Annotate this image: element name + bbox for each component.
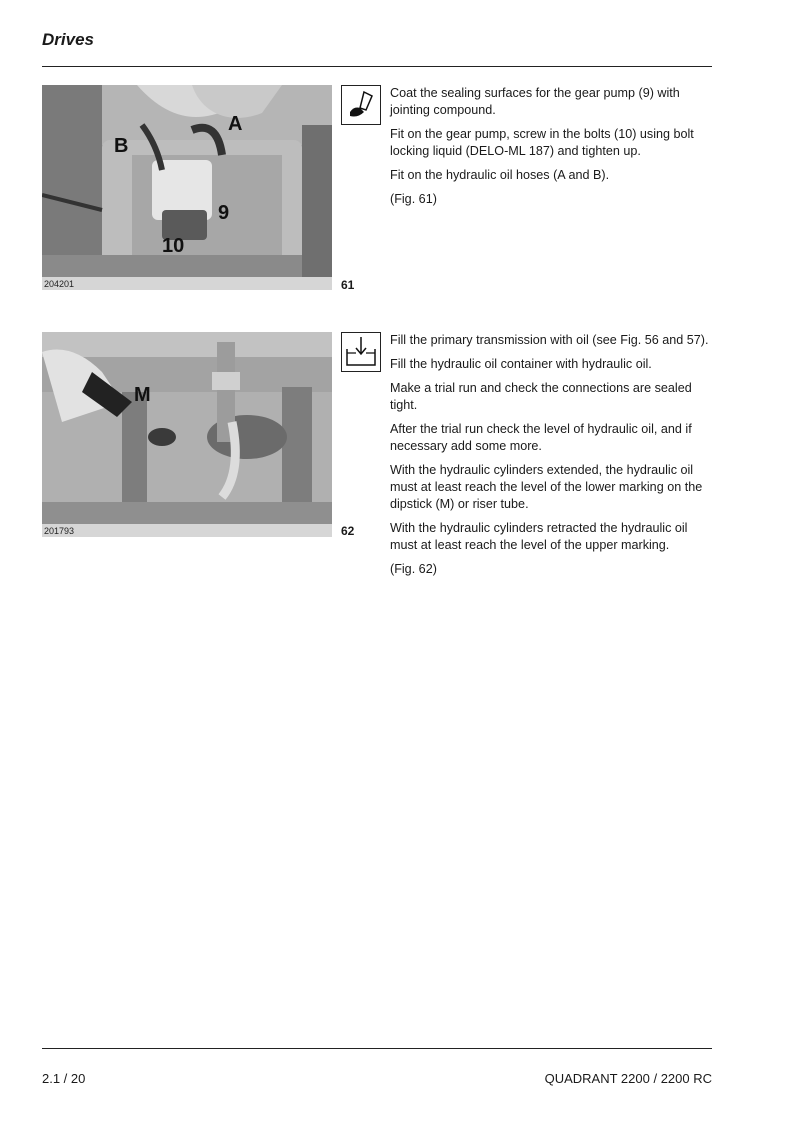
image-code: 201793	[44, 526, 75, 536]
label-b: B	[114, 135, 129, 157]
paragraph: After the trial run check the level of hydraulic oil, and if necessary add some more.	[390, 422, 692, 453]
paragraph: With the hydraulic cylinders extended, the hydraulic oil must at least reach the level of the lower marking on the dipstick (M) or riser tube.	[390, 463, 703, 511]
label-m: M	[134, 384, 151, 406]
paragraph: Fill the primary transmission with oil (see Fig. 56 and 57).	[390, 333, 709, 347]
model-name: QUADRANT 2200 / 2200 RC	[544, 1071, 712, 1086]
instructions-62	[390, 332, 710, 585]
paragraph: Fit on the hydraulic oil hoses (A and B).	[390, 168, 610, 182]
fill-container-icon	[341, 332, 381, 372]
figure-62-photo	[42, 332, 332, 537]
grease-applicator-icon	[341, 85, 381, 125]
instructions-61	[390, 85, 710, 215]
image-code: 204201	[44, 279, 75, 289]
paragraph: Coat the sealing surfaces for the gear pump (9) with jointing compound.	[390, 86, 680, 117]
figure-61-photo	[42, 85, 332, 290]
paragraph: Make a trial run and check the connections are sealed tight.	[390, 381, 692, 412]
figure-number: 62	[341, 524, 355, 538]
paragraph: Fill the hydraulic oil container with hydraulic oil.	[390, 357, 652, 371]
label-9: 9	[218, 202, 230, 224]
paragraph: Fit on the gear pump, screw in the bolts (10) using bolt locking liquid (DELO-ML 187) and tighten up.	[390, 127, 694, 158]
page-title: Drives	[42, 30, 94, 49]
paragraph: (Fig. 61)	[390, 192, 437, 206]
page-number: 2.1 / 20	[42, 1071, 86, 1086]
label-10: 10	[162, 235, 185, 257]
header-divider	[42, 66, 712, 67]
paragraph: (Fig. 62)	[390, 562, 437, 576]
figure-number: 61	[341, 278, 355, 292]
footer-divider	[42, 1048, 712, 1049]
label-a: A	[228, 113, 243, 135]
paragraph: With the hydraulic cylinders retracted the hydraulic oil must at least reach the level of the upper marking.	[390, 521, 688, 552]
